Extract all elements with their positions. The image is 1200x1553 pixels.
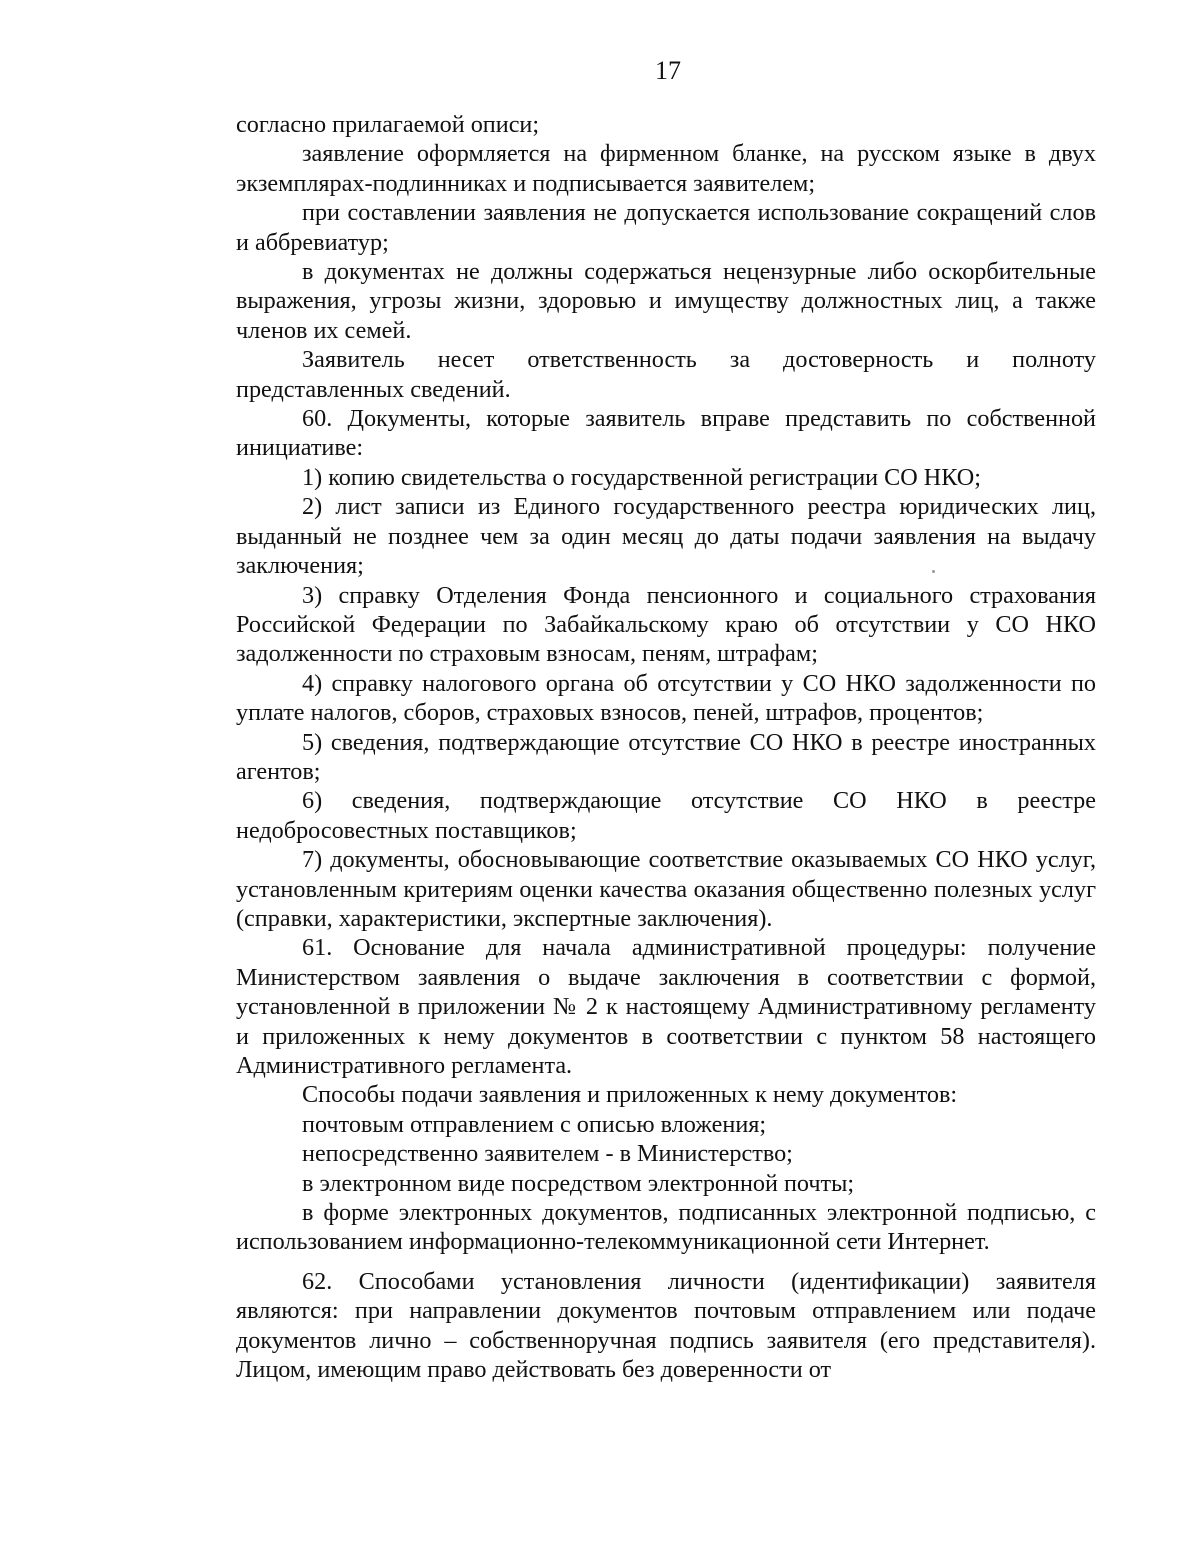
paragraph-item-62: 62. Способами установления личности (идентификации) заявителя являются: при направлении документов почтовым отправлением или подаче документов лично – собственноручная подпись заявителя (его представителя). Лицом, имеющим право действовать без доверенности от (236, 1267, 1096, 1384)
paragraph: Способы подачи заявления и приложенных к нему документов: (302, 1081, 958, 1109)
list-item: 3) справку Отделения Фонда пенсионного и социального страхования Российской Федерации по Забайкальскому краю об отсутствии у СО НКО задолженности по страховым взносам, пеням, штрафам; (236, 581, 1096, 668)
scan-speck (932, 570, 935, 573)
list-item: почтовым отправлением с описью вложения; (302, 1110, 767, 1138)
list-item: непосредственно заявителем - в Министерство; (302, 1140, 793, 1168)
list-item: 7) документы, обосновывающие соответствие оказываемых СО НКО услуг, установленным критериям оценки качества оказания общественно полезных услуг (справки, характеристики, экспертные заключения). (236, 846, 1096, 932)
list-item: 5) сведения, подтверждающие отсутствие СО НКО в реестре иностранных агентов; (236, 728, 1096, 785)
list-item: 2) лист записи из Единого государственного реестра юридических лиц, выданный не позднее чем за один месяц до даты подачи заявления на выдачу заключения; (236, 493, 1096, 580)
paragraph: в документах не должны содержаться нецензурные либо оскорбительные выражения, угрозы жизни, здоровью и имуществу должностных лиц, а также членов их семей. (236, 258, 1096, 344)
paragraph: при составлении заявления не допускается использование сокращений слов и аббревиатур; (236, 199, 1096, 256)
list-item: 6) сведения, подтверждающие отсутствие СО НКО в реестре недобросовестных поставщиков; (236, 787, 1096, 844)
list-item: в форме электронных документов, подписанных электронной подписью, с использованием информационно-телекоммуникационной сети Интернет. (236, 1199, 1096, 1256)
document-body (236, 110, 1096, 1384)
paragraph-item-61: 61. Основание для начала административной процедуры: получение Министерством заявления о выдаче заключения в соответствии с формой, установленной в приложении № 2 к настоящему Административному регламенту и приложенных к нему документов в соответствии с пунктом 58 настоящего Административного регламента. (236, 934, 1096, 1079)
list-item: 1) копию свидетельства о государственной регистрации СО НКО; (302, 463, 981, 491)
page-number: 17 (655, 56, 681, 85)
paragraph: заявление оформляется на фирменном бланке, на русском языке в двух экземплярах-подлинниках и подписывается заявителем; (236, 140, 1096, 197)
list-item: 4) справку налогового органа об отсутствии у СО НКО задолженности по уплате налогов, сборов, страховых взносов, пеней, штрафов, процентов; (236, 669, 1096, 727)
paragraph-item-60: 60. Документы, которые заявитель вправе представить по собственной инициативе: (236, 405, 1096, 462)
paragraph-continuation: согласно прилагаемой описи; (236, 111, 540, 138)
paragraph: Заявитель несет ответственность за достоверность и полноту представленных сведений. (236, 346, 1096, 403)
list-item: в электронном виде посредством электронной почты; (302, 1169, 855, 1197)
